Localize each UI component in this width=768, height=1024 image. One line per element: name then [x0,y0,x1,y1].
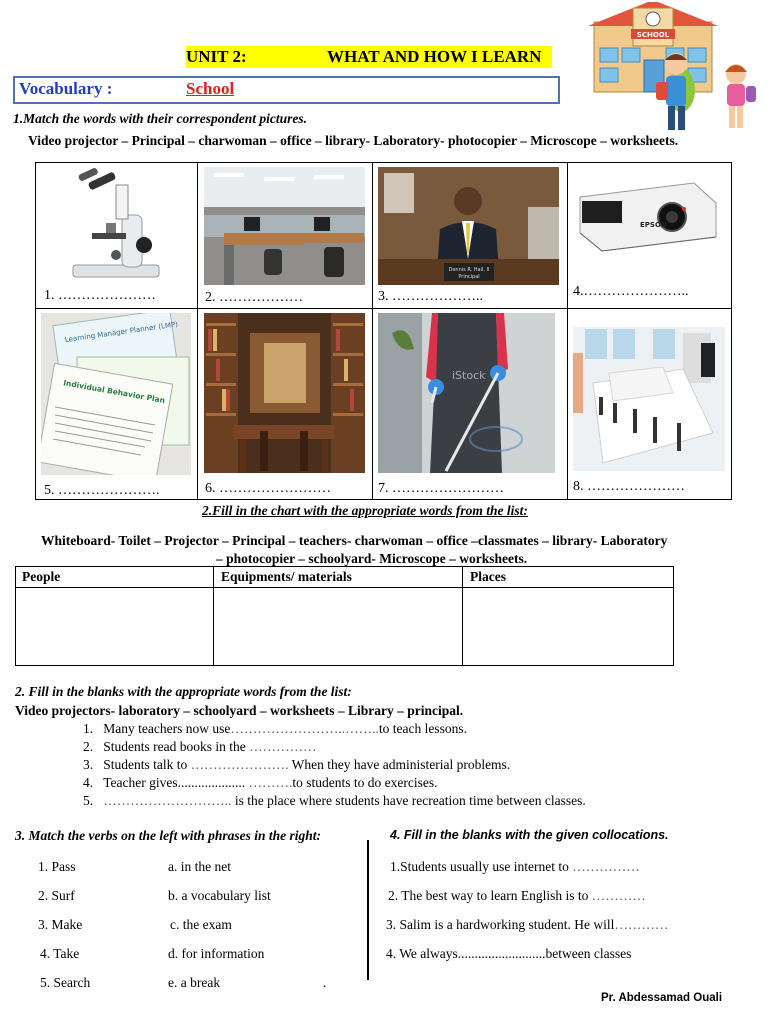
column-header-places: Places [470,569,506,584]
column-header-equipments: Equipments/ materials [221,569,352,584]
q2b-word-list: Video projectors- laboratory – schoolyard – worksheets – Library – principal. [15,703,464,718]
picture-grid [35,162,732,500]
cell-label-1: 1. ………………… [44,288,156,303]
blank-sentence-4: 4. Teacher gives.................... ……….to students to do exercises. [83,775,438,790]
vocabulary-label: Vocabulary : [19,79,113,98]
projector-brand: EPSON [640,221,667,229]
cell-label-3: 3. ……………….. [378,289,483,304]
q1-heading: 1.Match the words with their correspondent pictures. [13,111,308,126]
column-header-people: People [22,569,61,584]
q2a-word-list-2: – photocopier – schoolyard- Microscope – worksheets. [216,551,528,566]
column-divider [367,840,369,980]
trailing-dot: . [323,975,327,990]
watermark-text: iStock [452,369,486,382]
q2b-heading: 2. Fill in the blanks with the appropriate words from the list: [15,684,352,699]
q4-heading: 4. Fill in the blanks with the given collocations. [390,828,669,842]
blank-sentence-1: 1. Many teachers now use……………………..……..to teach lessons. [83,721,467,736]
collocation-sentence-2: 2. The best way to learn English is to ………… [388,888,646,903]
verb-2: 2. Surf [38,888,75,903]
verb-3: 3. Make [38,917,83,932]
verb-1: 1. Pass [38,859,76,874]
author-signature: Pr. Abdessamad Ouali [601,992,723,1004]
svg-text:Principal: Principal [458,274,480,280]
microscope-image [58,167,173,282]
principal-image [378,167,559,285]
projector-image [574,177,722,257]
library-image [204,313,365,473]
laboratory-image [573,313,725,471]
unit-label: UNIT 2: [186,47,247,66]
blank-sentence-3: 3. Students talk to …………………. When they have administerial problems. [83,757,511,772]
cell-label-2: 2. ……………… [205,290,303,305]
blank-sentence-2: 2. Students read books in the …………… [83,739,317,754]
blank-sentence-5: 5. ……………………….. is the place where students have recreation time between classes. [83,793,586,808]
phrase-c: c. the exam [170,917,232,932]
office-image [204,167,365,285]
cell-label-6: 6. …………………… [205,481,331,496]
phrase-a: a. in the net [168,859,231,874]
q2a-word-list-1: Whiteboard- Toilet – Projector – Principal – teachers- charwoman – office –classmates – library- Laboratory [41,533,668,548]
classification-table [15,566,674,666]
phrase-b: b. a vocabulary list [168,888,271,903]
svg-text:Individual Behavior Plan: Individual Behavior Plan [62,378,166,405]
cell-label-7: 7. …………………… [378,481,504,496]
phrase-d: d. for information [168,946,265,961]
cell-label-4: 4.………………….. [573,284,689,299]
cell-label-8: 8. ………………… [573,479,685,494]
svg-text:Dennis R. Hall, II: Dennis R. Hall, II [448,267,490,273]
worksheets-image [41,313,191,475]
q3-heading: 3. Match the verbs on the left with phrases in the right: [15,828,322,843]
school-clipart [586,2,758,134]
collocation-sentence-1: 1.Students usually use internet to …………… [390,859,640,874]
collocation-sentence-4: 4. We always..........................between classes [386,946,632,961]
phrase-e: e. a break [168,975,221,990]
clipart-sign: SCHOOL [636,31,670,39]
collocation-sentence-3: 3. Salim is a hardworking student. He will………… [386,917,669,932]
unit-title: WHAT AND HOW I LEARN [327,47,542,66]
cell-label-5: 5. …………………. [44,483,160,498]
verb-4: 4. Take [40,946,80,961]
q1-word-list: Video projector – Principal – charwoman – office – library- Laboratory- photocopier – Microscope – worksheets. [28,133,679,148]
verb-5: 5. Search [40,975,91,990]
vocabulary-topic: School [186,79,235,98]
q2a-heading: 2.Fill in the chart with the appropriate words from the list: [202,503,528,518]
charwoman-image [378,313,555,473]
svg-text:Learning Manager Planner (LMP): Learning Manager Planner (LMP) [64,320,179,345]
